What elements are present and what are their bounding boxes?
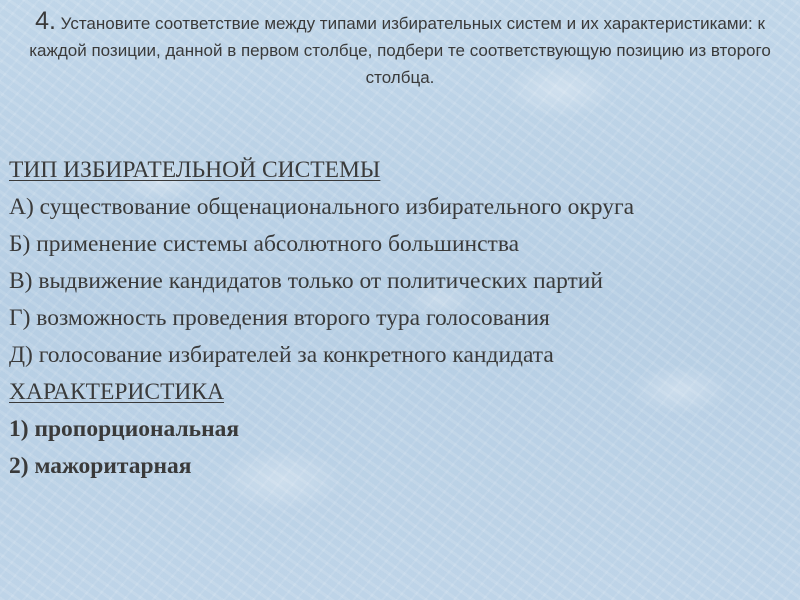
column1-item-c: В) выдвижение кандидатов только от политических партий: [9, 268, 603, 294]
column1-item-d: Г) возможность проведения второго тура голосования: [9, 305, 550, 331]
column2-item-2: 2) мажоритарная: [9, 453, 192, 479]
column2-heading: ХАРАКТЕРИСТИКА: [9, 379, 225, 405]
question-number: 4.: [35, 7, 56, 35]
matching-content: [9, 152, 794, 485]
column2-item-1: 1) пропорциональная: [9, 416, 240, 442]
question-body: Установите соответствие между типами избирательных систем и их характеристиками: к каждой позиции, данной в первом столбце, подбери те соответствующую позицию из второго столбца.: [29, 14, 771, 87]
question-text: [10, 8, 790, 91]
column1-heading: ТИП ИЗБИРАТЕЛЬНОЙ СИСТЕМЫ: [9, 157, 381, 183]
column1-item-b: Б) применение системы абсолютного большинства: [9, 231, 520, 257]
column1-item-e: Д) голосование избирателей за конкретного кандидата: [9, 342, 554, 368]
column1-item-a: А) существование общенационального избирательного округа: [9, 194, 635, 220]
